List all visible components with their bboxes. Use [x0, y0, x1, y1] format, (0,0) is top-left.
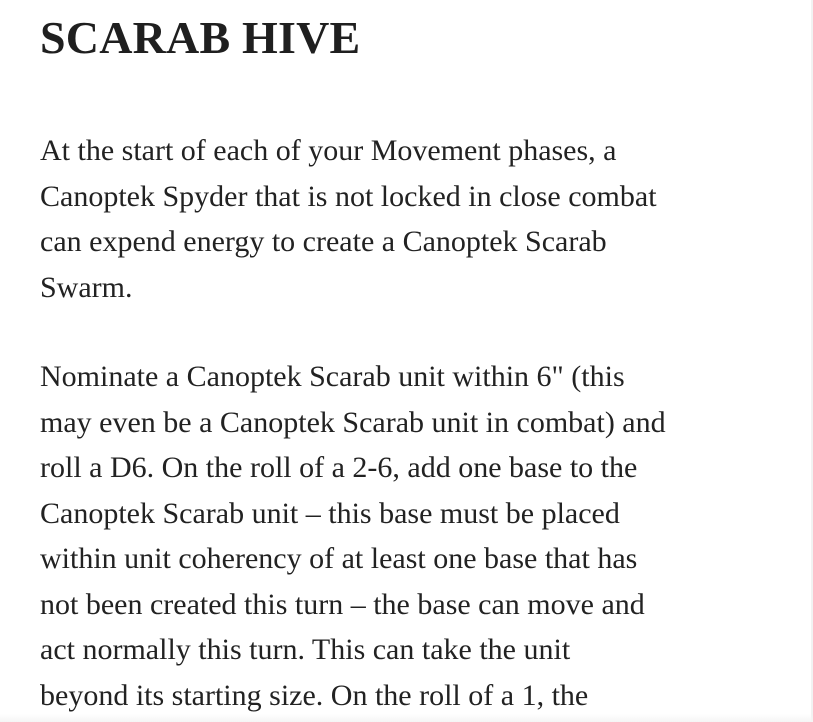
- text-line: within unit coherency of at least one base that has: [40, 542, 638, 575]
- text-line: can expend energy to create a Canoptek Scarab: [40, 225, 607, 258]
- text-line: act normally this turn. This can take the unit: [40, 633, 571, 666]
- text-line: not been created this turn – the base can move and: [40, 587, 645, 621]
- rule-paragraph-2: [40, 354, 773, 718]
- text-line: At the start of each of your Movement phases, a: [40, 134, 617, 167]
- text-line: Nominate a Canoptek Scarab unit within 6" (this: [40, 360, 625, 393]
- text-line: Swarm.: [40, 270, 133, 304]
- text-line: Canoptek Spyder that is not locked in close combat: [40, 179, 657, 213]
- page-title: SCARAB HIVE: [40, 12, 361, 63]
- text-line: beyond its starting size. On the roll of a 1, the: [40, 678, 589, 712]
- text-line: roll a D6. On the roll of a 2-6, add one base to the: [40, 451, 638, 484]
- text-line: may even be a Canoptek Scarab unit in combat) and: [40, 405, 666, 439]
- rule-paragraph-1: [40, 128, 773, 310]
- page-bottom-shadow: [0, 714, 813, 722]
- text-line: Canoptek Scarab unit – this base must be placed: [40, 496, 620, 530]
